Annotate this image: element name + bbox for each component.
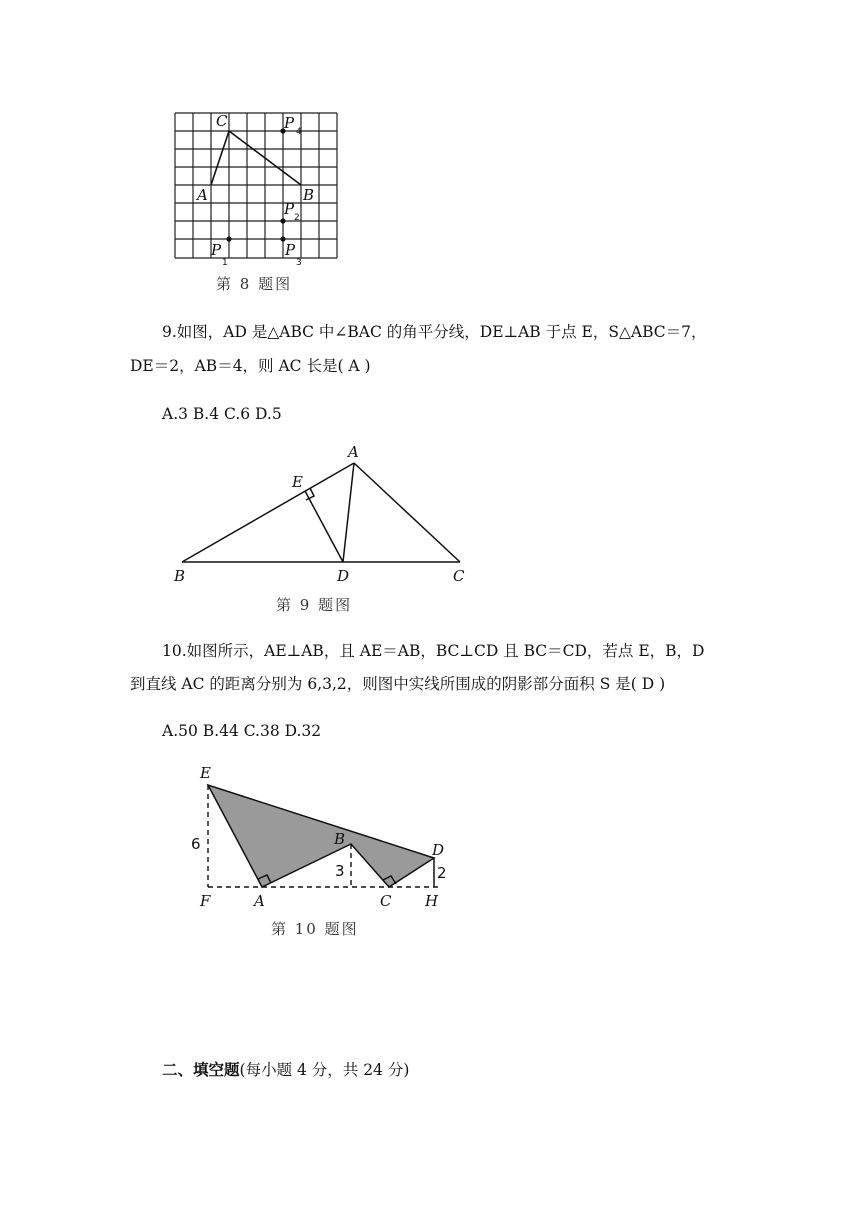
q8-figure — [170, 108, 350, 268]
q9-label-d: D — [337, 567, 350, 585]
q8-label-p3-sub: 3 — [296, 258, 302, 268]
q9-stem-line1: 9.如图，AD 是△ABC 中∠BAC 的角平分线，DE⊥AB 于点 E，S△ABC＝7， — [162, 323, 707, 341]
section2-heading — [162, 1058, 409, 1080]
q10-label-h: H — [425, 892, 439, 910]
q10-figure — [190, 760, 460, 910]
q10-label-b: B — [334, 830, 346, 848]
q10-label-a: A — [254, 892, 265, 910]
q8-label-p1-sub: 1 — [222, 258, 228, 268]
q9-label-a: A — [348, 443, 359, 461]
q8-label-a: A — [197, 186, 208, 204]
q10-shaded-region — [208, 785, 434, 887]
q10-distance-e: 6 — [191, 835, 201, 853]
q8-label-p4-sub: 4 — [296, 127, 302, 137]
q10-stem-line2: 到直线 AC 的距离分别为 6,3,2，则图中实线所围成的阴影部分面积 S 是( D ) — [130, 675, 666, 693]
q10-caption: 第 10 题图 — [271, 920, 359, 938]
q10-label-d: D — [432, 841, 445, 859]
q8-label-p3: P — [285, 241, 296, 259]
q8-caption: 第 8 题图 — [216, 275, 293, 293]
q8-label-p2-sub: 2 — [294, 213, 300, 223]
q10-stem-line1: 10.如图所示，AE⊥AB，且 AE＝AB，BC⊥CD 且 BC＝CD，若点 E，B，D — [162, 642, 705, 660]
q8-label-c: C — [216, 112, 228, 130]
section2-title: 二、填空题 — [162, 1060, 240, 1079]
q8-triangle — [211, 131, 301, 185]
q8-label-p1: P — [211, 241, 222, 259]
q9-stem-line2: DE＝2，AB＝4，则 AC 长是( A ) — [130, 357, 371, 375]
q9-caption: 第 9 题图 — [276, 596, 353, 614]
q10-label-e: E — [200, 764, 211, 782]
q9-label-e: E — [292, 473, 303, 491]
q10-distance-b: 3 — [335, 862, 345, 880]
section2-note: (每小题 4 分，共 24 分) — [239, 1061, 410, 1079]
q8-label-b: B — [303, 186, 315, 204]
q10-options: A.50 B.44 C.38 D.32 — [162, 722, 322, 740]
q9-segment-ba — [182, 463, 354, 562]
q10-label-f: F — [200, 892, 211, 910]
q9-segment-ad — [343, 463, 354, 562]
q9-figure — [170, 440, 480, 590]
q10-label-c: C — [380, 892, 392, 910]
q8-label-p2: P — [284, 200, 295, 218]
q9-label-c: C — [453, 567, 465, 585]
q9-segment-de — [305, 491, 343, 562]
q9-segment-ac — [354, 463, 460, 562]
q10-distance-d: 2 — [437, 864, 447, 882]
q8-label-p4: P — [284, 114, 295, 132]
q9-label-b: B — [174, 567, 186, 585]
q9-options: A.3 B.4 C.6 D.5 — [162, 405, 282, 423]
